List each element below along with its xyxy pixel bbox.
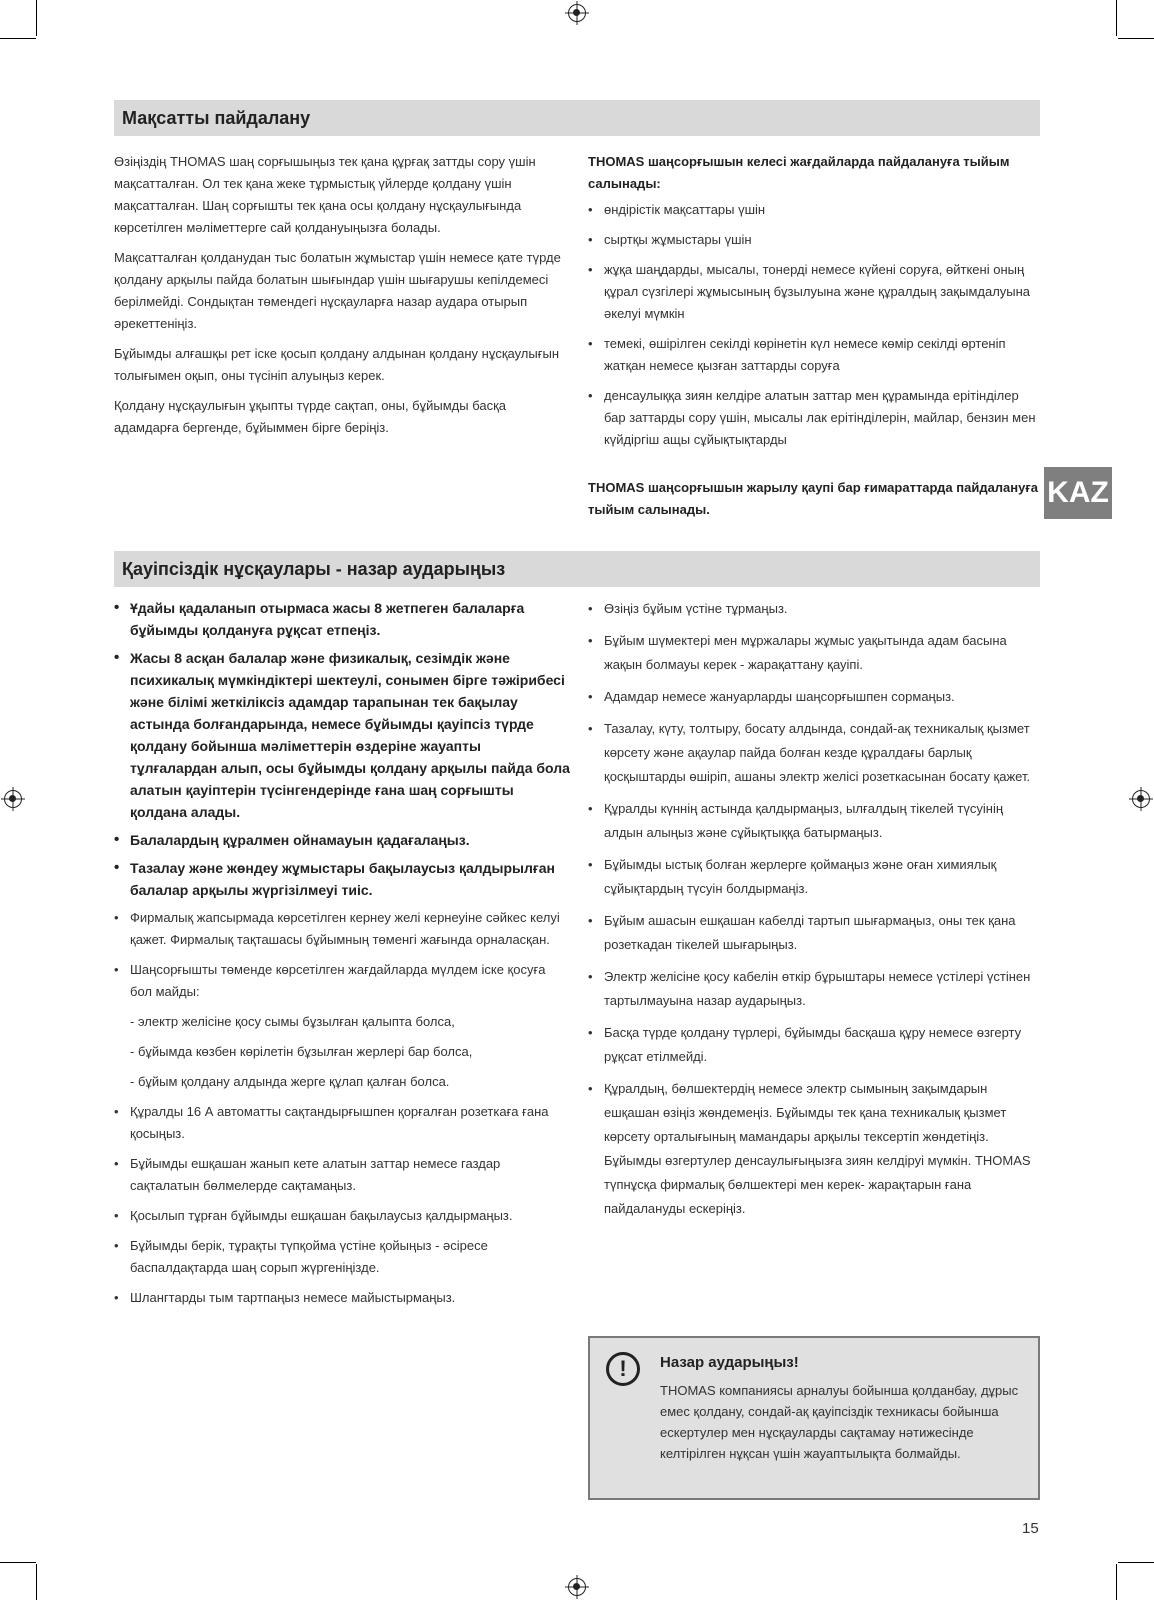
registration-mark-icon [4, 790, 22, 808]
prohibited-use-right-column [588, 151, 1040, 529]
list-item: • Тазалау, күту, толтыру, босату алдында, сондай-ақ техникалық қызмет көрсету және ақаулар пайда болған кезде құралдағы барлық қосқыштарды өшіріп, ашаны электр желісі розеткасынан босату қажет. [588, 717, 1040, 789]
safety-list-continued [114, 1101, 570, 1309]
registration-mark-icon [568, 4, 586, 22]
paragraph: Мақсатталған қолданудан тыс болатын жұмыстар үшін немесе қате түрде қолдану арқылы пайда болатын шығындар үшін шығарушы кепілдемесі берілмейді. Сондықтан төмендегі нұсқауларға назар аудара отырып әрекеттеніңіз. [114, 250, 561, 331]
crop-mark [0, 1562, 36, 1563]
dash-item: - бұйымда көзбен көрілетін бұзылған жерлері бар болса, [130, 1044, 473, 1059]
list-item: • өндірістік мақсаттары үшін [588, 199, 1040, 221]
warning-title: Назар аударыңыз! [660, 1354, 799, 1371]
explosion-hazard-note: THOMAS шаңсорғышын жарылу қаупі бар ғимараттарда пайдалануға тыйым салынады. [588, 480, 1039, 517]
warning-box [588, 1336, 1040, 1500]
registration-mark-icon [1132, 790, 1150, 808]
paragraph: Бұйымды алғашқы рет іске қосып қолдану алдынан қолдану нұсқаулығын толығымен оқып, оны түсініп алуыңыз керек. [114, 346, 559, 383]
list-item: • Бұйымды берік, тұрақты түпқойма үстіне қойыңыз - әсіресе баспалдақтарда шаң сорып жүргеніңізде. [114, 1235, 570, 1279]
registration-mark-icon [568, 1578, 586, 1596]
list-item: • Адамдар немесе жануарларды шаңсорғышпен сормаңыз. [588, 685, 1040, 709]
crop-mark [36, 0, 37, 36]
list-item: • Жасы 8 асқан балалар және физикалық, сезімдік және психикалық мүмкіндіктері шектеулі, сонымен бірге тәжірибесі және білімі жеткіліксіз адамдар тарапынан тек бақылау астында болғандарында, немесе бұйымды қауіпсіз түрде қолдану бойынша мәліметтерін өздеріне жауапты тұлғалардан алып, осы бұйымды қолдану арқылы пайда бола алатын қауіптерін түсінгендерінде ғана шаң сорғышты қолдана алады. [114, 647, 570, 823]
crop-mark [1118, 38, 1154, 39]
list-item: • Қосылып тұрған бұйымды ешқашан бақылаусыз қалдырмаңыз. [114, 1205, 570, 1227]
list-item: • Құралды күннің астында қалдырмаңыз, ылғалдың тікелей түсуінің алдын алыңыз және сұйықтыққа батырмаңыз. [588, 797, 1040, 845]
prohibited-heading: THOMAS шаңсорғышын келесі жағдайларда пайдалануға тыйым салынады: [588, 154, 1010, 191]
safety-right-column [588, 597, 1040, 1229]
list-item: • Шлангтарды тым тартпаңыз немесе майыстырмаңыз. [114, 1287, 570, 1309]
list-item: • Балалардың құралмен ойнамауын қадағалаңыз. [114, 829, 570, 851]
list-item: • Құралдың, бөлшектердің немесе электр сымының зақымдарын ешқашан өзіңіз жөндемеңіз. Бұйымды тек қана техникалық қызмет көрсету орталығының мамандары арқылы тексертіп жөндетіңіз. Бұйымды өзгертулер денсаулығыңызға зиян келдіруі мүмкін. THOMAS түпнұсқа фирмалық бөлшектері мен керек- жарақтарын ғана пайдалануды ескеріңіз. [588, 1077, 1040, 1221]
paragraph: Өзіңіздің THOMAS шаң сорғышыңыз тек қана құрғақ заттды сору үшін мақсатталған. Ол тек қана жеке тұрмыстық үйлерде қолдану үшін мақсатталған. Шаң сорғышты тек қана осы қолдану нұсқаулығында көрсетілген мәліметтерге сай қолдануыңызға болады. [114, 154, 536, 235]
exclamation-icon: ! [606, 1352, 640, 1386]
safety-left-column [114, 597, 570, 1317]
safety-bold-list [114, 597, 570, 901]
crop-mark [1118, 1562, 1154, 1563]
list-item: • сыртқы жұмыстары үшін [588, 229, 1040, 251]
list-item: • Бұйым шүмектері мен мұржалары жұмыс уақытында адам басына жақын болмауы керек - жарақаттану қауіпі. [588, 629, 1040, 677]
page-number: 15 [1022, 1520, 1039, 1537]
dash-item: - электр желісіне қосу сымы бұзылған қалыпта болса, [130, 1014, 455, 1029]
safety-right-list [588, 597, 1040, 1221]
crop-mark [0, 38, 36, 39]
list-item: • Басқа түрде қолдану түрлері, бұйымды басқаша құру немесе өзгерту рұқсат етілмейді. [588, 1021, 1040, 1069]
list-item: • темекі, өшірілген секілді көрінетін күл немесе көмір секілді өртеніп жатқан немесе қызған заттарды соруға [588, 333, 1040, 377]
list-item: • Электр желісіне қосу кабелін өткір бұрыштары немесе үстілері үстінен тартылмауына назар аударыңыз. [588, 965, 1040, 1013]
list-item: • денсаулыққа зиян келдіре алатын заттар мен құрамында ерітінділер бар заттарды сору үшін, мысалы лак ерітінділерін, майлар, бензин мен күйдіргіш ащы сұйықтықтарды [588, 385, 1040, 451]
language-tab: KAZ [1044, 467, 1112, 519]
paragraph: Қолдану нұсқаулығын ұқыпты түрде сақтап, оны, бұйымды басқа адамдарға бергенде, бұйыммен бірге беріңіз. [114, 398, 506, 435]
list-item: • Ұдайы қадаланып отырмаса жасы 8 жетпеген балаларға бұйымды қолдануға рұқсат етпеңіз. [114, 597, 570, 641]
crop-mark [1116, 0, 1117, 36]
list-item: • Фирмалық жапсырмада көрсетілген кернеу желі кернеуіне сәйкес келуі қажет. Фирмалық тақташасы бұйымның төменгі жағында орналасқан. [114, 907, 570, 951]
dash-item: - бұйым қолдану алдында жерге құлап қалған болса. [130, 1074, 450, 1089]
list-item: • Бұйымды ешқашан жанып кете алатын заттар немесе газдар сақталатын бөлмелерде сақтамаңыз. [114, 1153, 570, 1197]
prohibited-list [588, 199, 1040, 451]
list-item: • Өзіңіз бұйым үстіне тұрмаңыз. [588, 597, 1040, 621]
crop-mark [36, 1564, 37, 1600]
section-title-safety: Қауіпсіздік нұсқаулары - назар аударыңыз [114, 551, 1040, 587]
list-item: • жұқа шаңдарды, мысалы, тонерді немесе күйені соруға, өйткені оның құрал сүзгілері жұмысының бұзылуына және құралдың зақымдалуына әкелуі мүмкін [588, 259, 1040, 325]
warning-text: THOMAS компаниясы арналуы бойынша қолданбау, дұрыс емес қолдану, сондай-ақ қауіпсіздік техникасы бойынша ескертулер мен нұсқауларды сақтамау нәтижесінде келтірілген нұқсан үшін жауаптылықта болмайды. [660, 1383, 1019, 1461]
crop-mark [1116, 1564, 1117, 1600]
list-item: • Бұйымды ыстық болған жерлерге қоймаңыз және оған химиялық сұйықтардың түсуін болдырмаңіз. [588, 853, 1040, 901]
list-item: • Бұйым ашасын ешқашан кабелді тартып шығармаңыз, оны тек қана розеткадан тікелей шығарыңыз. [588, 909, 1040, 957]
list-item: • Тазалау және жөндеу жұмыстары бақылаусыз қалдырылған балалар арқылы жүргізілмеуі тиіс. [114, 857, 570, 901]
intended-use-left-column [114, 151, 570, 447]
section-title-intended-use: Мақсатты пайдалану [114, 100, 1040, 136]
safety-list [114, 907, 570, 1003]
list-item: • Шаңсорғышты төменде көрсетілген жағдайларда мүлдем іске қосуға бол майды: [114, 959, 570, 1003]
list-item: • Құралды 16 А автоматты сақтандырғышпен қорғалған розеткаға ғана қосыңыз. [114, 1101, 570, 1145]
